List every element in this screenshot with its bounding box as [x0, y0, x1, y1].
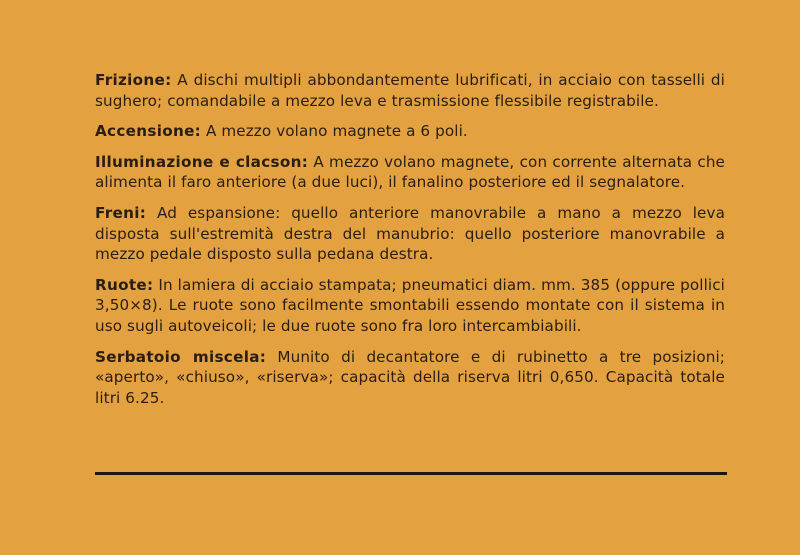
spec-text: A dischi multipli abbondantemente lubrificati, in acciaio con tasselli di sughero; comandabile a mezzo leva e trasmissione flessibile registrabile. [95, 71, 725, 110]
spec-term: Ruote: [95, 275, 154, 294]
spec-text: A mezzo volano magnete a 6 poli. [205, 122, 468, 141]
spec-text: Munito di decantatore e di rubinetto a tre posizioni; «aperto», «chiuso», «riserva»; capacità della riserva litri 0,650. Capacità totale litri 6.25. [95, 347, 725, 407]
spec-term: Serbatoio miscela: [95, 347, 267, 366]
spec-illuminazione [95, 152, 725, 193]
spec-sheet [95, 70, 725, 418]
spec-accensione [95, 121, 725, 142]
spec-serbatoio [95, 347, 725, 409]
bottom-divider [95, 472, 727, 475]
spec-text: A mezzo volano magnete, con corrente alternata che alimenta il faro anteriore (a due luci), il fanalino posteriore ed il segnalatore. [95, 152, 725, 192]
spec-term: Illuminazione e clacson: [95, 152, 309, 171]
spec-term: Freni: [95, 203, 147, 222]
spec-text: Ad espansione: quello anteriore manovrabile a mano a mezzo leva disposta sull'estremità destra del manubrio: quello posteriore manovrabile a mezzo pedale disposto sulla pedana destra. [95, 203, 725, 264]
spec-freni [95, 203, 725, 265]
spec-term: Frizione: [95, 71, 172, 89]
spec-term: Accensione: [95, 122, 202, 141]
spec-frizione [95, 70, 725, 111]
spec-ruote [95, 275, 725, 337]
spec-text: In lamiera di acciaio stampata; pneumatici diam. mm. 385 (oppure pollici 3,50×8). Le ruote sono facilmente smontabili essendo montate con il sistema in uso sugli autoveicoli; le due ruote sono fra loro intercambiabili. [95, 275, 726, 335]
